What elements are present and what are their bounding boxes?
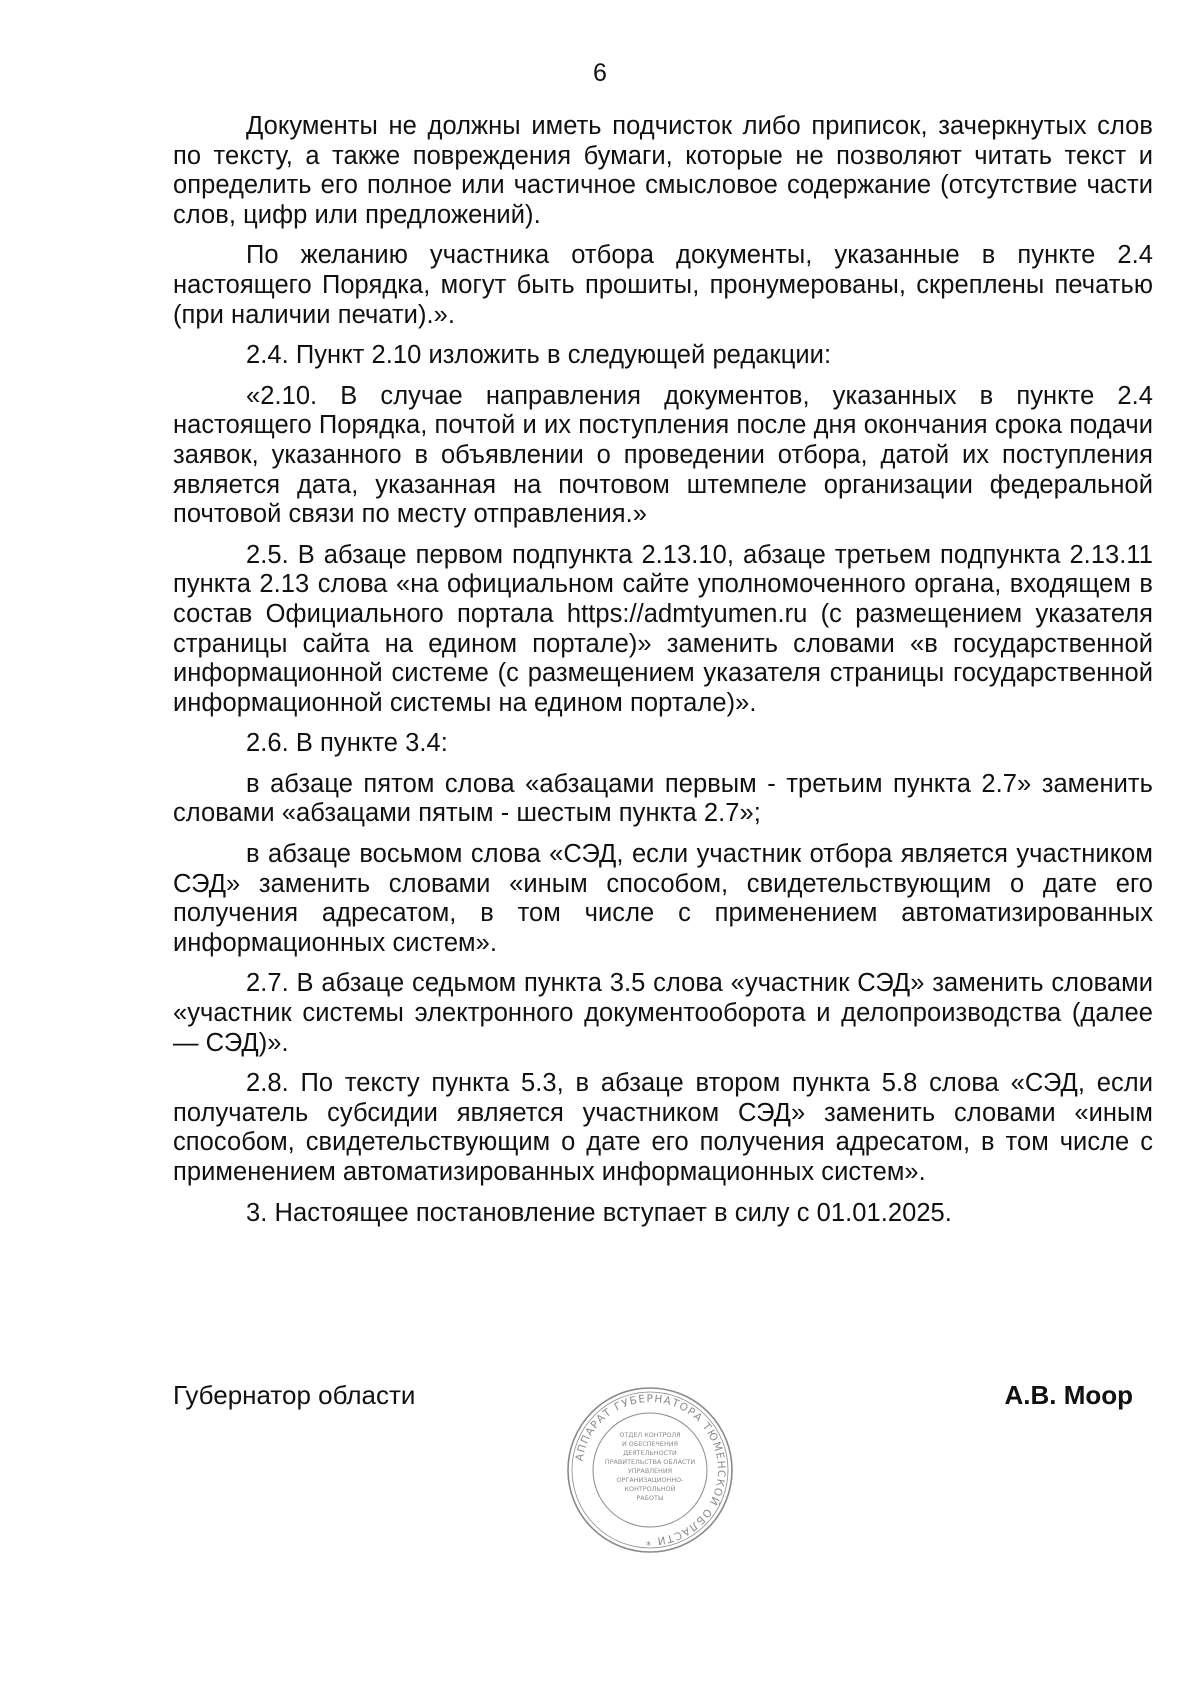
stamp-inner-line: КОНТРОЛЬНОЙ [624,1485,676,1493]
paragraph: в абзаце пятом слова «абзацами первым - третьим пункта 2.7» заменить словами «абзацами пятым - шестым пункта 2.7»; [173,769,1153,828]
paragraph: в абзаце восьмом слова «СЭД, если участник отбора является участником СЭД» заменить словами «иным способом, свидетельствующим о дате его получения адресатом, в том числе с применением автоматизированных информационных систем». [173,840,1153,957]
paragraph: Документы не должны иметь подчисток либо приписок, зачеркнутых слов по тексту, а также повреждения бумаги, которые не позволяют читать текст и определить его полное или частичное смысловое содержание (отсутствие части слов, цифр или предложений). [173,112,1153,229]
paragraph: 3. Настоящее постановление вступает в силу с 01.01.2025. [246,1198,952,1227]
stamp-inner-line: ОТДЕЛ КОНТРОЛЯ [619,1431,681,1439]
stamp-outer-text: АППАРАТ ГУБЕРНАТОРА ТЮМЕНСКОЙ ОБЛАСТИ * [573,1392,728,1548]
stamp-inner-line: ОРГАНИЗАЦИОННО- [616,1476,684,1484]
stamp-inner-line: РАБОТЫ [636,1494,664,1502]
stamp-seal-icon [565,1385,735,1555]
paragraph: «2.10. В случае направления документов, указанных в пункте 2.4 настоящего Порядка, почтой и их поступления после дня окончания срока подачи заявок, указанного в объявлении о проведении отбора, датой их поступления является дата, указанная на почтовом штемпеле организации федеральной почтовой связи по месту отправления.» [173,381,1153,529]
signatory-role: Губернатор области [173,1380,416,1410]
stamp-inner-line: И ОБЕСПЕЧЕНИЯ [621,1440,679,1448]
stamp-inner-line: ДЕЯТЕЛЬНОСТИ [623,1449,677,1457]
paragraph: 2.7. В абзаце седьмом пункта 3.5 слова «участник СЭД» заменить словами «участник системы электронного документооборота и делопроизводства (далее — СЭД)». [173,969,1153,1057]
paragraph: 2.4. Пункт 2.10 изложить в следующей редакции: [246,341,832,370]
official-stamp [565,1385,735,1555]
signatory-name: А.В. Моор [1004,1380,1133,1410]
paragraph: 2.5. В абзаце первом подпункта 2.13.10, абзаце третьем подпункта 2.13.11 пункта 2.13 слова «на официальном сайте уполномоченного органа, входящем в состав Официального портала https://admtyumen.ru (с размещением указателя страницы сайта на едином портале)» заменить словами «в государственной информационной системе (с размещением указателя страницы государственной информационной системы на едином портале)». [173,540,1153,717]
stamp-inner-line: УПРАВЛЕНИЯ [627,1467,673,1475]
stamp-inner-line: ПРАВИТЕЛЬСТВА ОБЛАСТИ [604,1458,696,1466]
paragraph: 2.8. По тексту пункта 5.3, в абзаце втором пункта 5.8 слова «СЭД, если получатель субсидии является участником СЭД» заменить словами «иным способом, свидетельствующим о дате его получения адресатом, в том числе с применением автоматизированных информационных систем». [173,1069,1153,1186]
document-body [173,112,1153,1239]
paragraph: По желанию участника отбора документы, указанные в пункте 2.4 настоящего Порядка, могут быть прошиты, пронумерованы, скреплены печатью (при наличии печати).». [173,241,1153,329]
page-number: 6 [593,59,607,87]
paragraph: 2.6. В пункте 3.4: [246,729,448,758]
